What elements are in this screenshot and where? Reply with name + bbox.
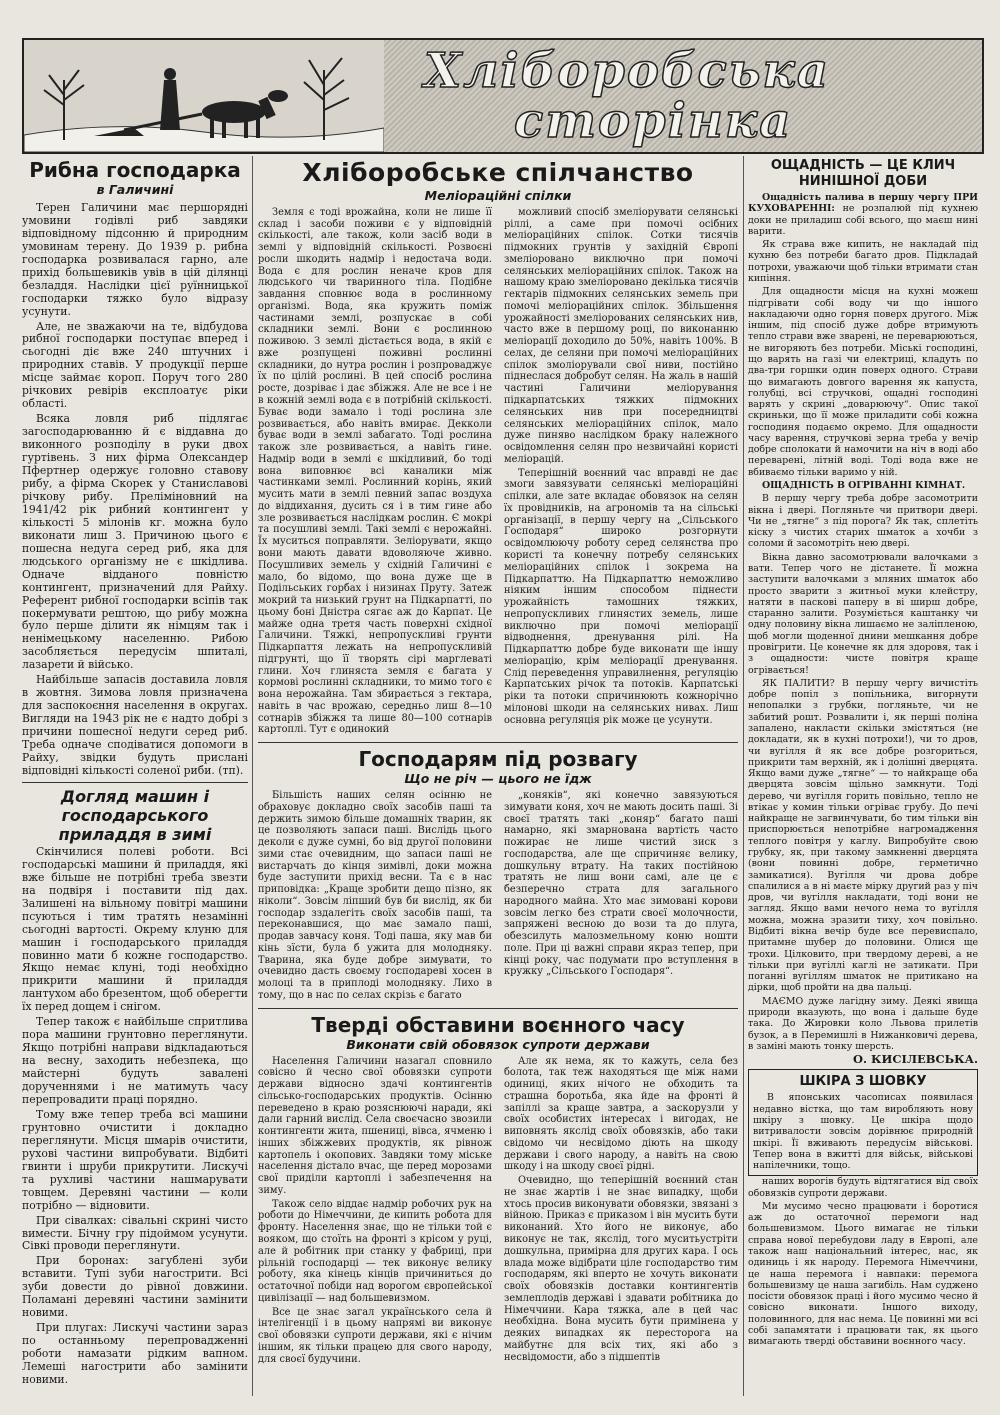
plowman-illustration — [24, 40, 384, 152]
column-divider — [252, 156, 253, 1396]
article-paragraph: Терен Галичини має першорядні умовини годівлі риб завдяки відповідному підсонню й природним умовинам терену. До 1939 р. рибна господарка розвивалася гарно, але прихід большевиків увів в цій ділянці безладдя. Наслідки цієї руїнницької господарки тяжко було відразу усунути. — [22, 200, 248, 318]
article-paragraph: Очевидно, що теперішній воєнний стан не знає жартів і не знає випадку, щоби хтось просив виконувати обовязки, звязані з війною. Приказ є приказом і він мусить бути виконаний. Хто його не виконує, або виконує не так, якслід, того муситьустріти дошкульна, примірна для других кара. І ось влада може відібрати ціле господарство тим господарям, які вперто не хочуть виконати своїх обовязків доставки контингентів землеплодів державі і здавати робітника до Німеччини. Кара тяжка, але в цей час необхідна. Вона мусить бути примінена у деяких випадках як перестоpoга на майбутнє для всіх тих, які або з несвідомости, або з підшептів — [504, 1175, 738, 1363]
article-paragraph: Всяка ловля риб підлягає загосподарюванню й є віддавна до виконного розподілу в руки двох гуртівень. З них фірма Олександер Пфертнер одержує головно ставову рибу, а фірма Скорек у Станиславові річкову рибу. Преліміновний на 1941/42 рік рибний контингент у кількості 5 мілонів кг. можна було виконати лиш 3. Причиною цього є пошесна недуга серед риб, яка для людського організму не є шкідлива. Одначе відданого повністю контингент, призначений для Райху. Референт рибної господарки всіпів так покермувати рештою, що рибу можна було перше ділити як німцям так і ненімецькому населенню. Рибою засобляється передусім шпиталі, лазарети й військо. — [22, 412, 248, 672]
article-paragraph: Найбільше запасів доставила ловля в жовтня. Зимова ловля призначена для заспокоєння населення в округах. Вигляди на 1943 рік не є надто добрі з причини пошесної недуги серед риб. Треба одначе сподіватися допомоги в Райху, звідки будуть прислані відповідні кількості соленої риби. (тп). — [22, 673, 248, 777]
silk-article-title: ШКІРА З ШОВКУ — [799, 1074, 927, 1090]
author-signature: О. КИСІЛЕВСЬКА. — [852, 1052, 978, 1067]
article-paragraph: Вікна давно засомотрювали валочками з вати. Тепер чого не дістанете. Її можна заступити валочками з мляних шматок або просто зварити з житньої муки клейстру, натяти в паскові паперу в ві ширш добре, старанно залити. Розуміється каштанку чи одну половину вікна лишаємо не заліпленою, щоб могли щоденної днини мешкання добре провігрити. Це конечне як для здоровя, так і з ощадности: чисте повітря краще огрівається! — [748, 551, 978, 676]
hosts-article-body — [258, 790, 738, 1004]
heating-heading: ОЩАДНІСТЬ В ОГРІВАННІ КІМНАТ. — [762, 480, 966, 492]
article-paragraph: Теперішній воєнний час вправді не дає змоги завязувати селянські меліораційні спілки, але затe вкладає обовязок на селян їх провідників, на агрономів та на сільські організації, в першу чергу на „Сільського Господаря“ широко розгорнути освідомлюючу роботу серед селянства про користі та конечну потребу селянських меліораційних спілок і зокрема на Підкарпаттю. На Підкарпаттю неможливо ніяким іншим способом піднести урожайність тамошних тяжких, непропускливих глинястих земель, лише виключно при помочі меліорації відводнення, дренування рілі. На Підкарпаттю добре буде виконати ще іншу меліорацію, крім меліорації дренування. Слід переведення управилнення, регуляцію Карпатських річок та потоків. Карпатські ріки та потоки спричинюють кожнорічно мілонові шкоди на селянських нивах. Лиш оснoвна регуляція рік може це усунути. — [504, 467, 738, 726]
coop-article-subtitle: Меліораційні спілки — [424, 188, 572, 203]
hosts-article-title: Господарям під розвагу — [358, 747, 638, 772]
article-paragraph: „коняків“, які конечно завязуються зимувати коня, хоч не мають досить паші. Зі своєї тратять такі „коняр“ багато паші намарно, які змарнована вартість часто пожирає не лише чистий зиск з господарства, але ще спричиняє велику, дошкульну втрату. На таких постійною тратять не лиш вони самі, але це є безперечно страта для загального народного майна. Хто має зимовані корови зовсім легко без страти своєї молочности, запряжені весною до вози та до плуга, обезсилуть малозмельному коню ношти поле. При ці важні справи якраз тепер, при кінці року, час подумати про вступлення в кружку „Сільського Господаря“. — [504, 789, 738, 978]
article-paragraph: Також село віддає надмір робочих рук на роботи до Німеччини, де кипить робота для фронту. Населення знає, що не тільки той є вояком, що стоїть на фронті з крісом у руці, але й робітник при станку у фабриці, при рільній господарці — тек виконує велику роботу, яка кінець кінців причиниться до остаточної побіди над ворогом європейської цивілізації — над большевизмом. — [258, 1198, 492, 1304]
article-paragraph: При плугах: Лискучі частини зараз по останньому перепровадженні роботи намазати рідким вапном. Лемеші нагострити або замінити новими. — [22, 1321, 248, 1387]
article-paragraph: наших ворогів будуть відтягатися від своїх обовязків супроти держави. — [748, 1176, 978, 1199]
article-paragraph: В першу чергу треба добре засомотрити вікна і двері. Погляньте чи притвори двері. Чи не „тягне“ з під порога? Як так, сплетіть кіску з чистих старих шматок а хочби з соломи й засомотріть нею двері. — [748, 493, 978, 550]
article-paragraph: Скінчилися полеві роботи. Всі господарські машини й приладдя, які вже більше не потрібні треба звезти на подвіря і поставити під дах. Залишені на вільному повітрі машини псуються і тим тратять незамінні сьогодні вартості. Окрему клуню для машин і господарського приладдя повинно мати б кожне господарство. Якщо немає клуні, тоді необхідно прикрити машини й приладдя лантухом або брезентом, щоб оберегти їх перед дощем і снігом. — [22, 844, 248, 1014]
economy-lead: Ощадність палива в першу чергу ПРИ КУХОВАРЕННІ: — [748, 192, 978, 215]
article-paragraph: Ми мусимо чесно працювати і боротися аж до остаточної перемоги над большевизмом. Цього вимагає не тільки справа нової перебудови ладу в Европі, але також наш національний інтерес, нас, як одиниць і як народу. Перемога Німеччини, це наша перемога і навпаки: перемога большевизму це наша загибіль. Нам суджено посісти обовязок праці і його мусимо чесно й совісно виконати. Іншого виходу, половинного, для нас нема. Це повинні ми всі собі запамятати і працювати так, як цього вимагають тверді обставини воєнного часу. — [748, 1200, 978, 1348]
article-paragraph: МАЄМО дуже лагідну зиму. Деякі явища природи вказують, що вона і дальше буде така. До Жировки коло Львова прилетів бузок, а в Перемишлі в Нижанковичі дерева, в заміні мають тонку шерсть. — [748, 995, 978, 1052]
war-article-subtitle: Виконати свій обовязок супроти держави — [346, 1036, 650, 1052]
article-paragraph: Земля є тоді врожайна, коли не лише її склад і засоби поживи є у відповідній скількості, але також, коли засіб води в землі у відповідній скількості. Розвоєні росли шкодить надмір і недостача води. Вода є для рослин неначе кров для людського чи тваринного тіла. Подібне завдання сповнює вода в рослинному організмі. Вода, яка кружить поміж частинами землі, розпускає в собі складники землі. Вони є рослинною поживою. З землі дістається вода, в якій є вже розпущені поживні рослинні складники, до нутра рослин і розпроваджує їх по цілій рослині. В цей спосіб рослина росте, дозріває і дає збіжжя. Але не все і не в кожній землі вода є в потрібній скількості. Буває води замало і тоді рослина зле розвивається, або навіть вмирає. Декколи буває води в землі забагато. Тоді рослина також зле розвивається, а навіть гине. Надмір води в землі є шкідливий, бо тоді вона виповнює всі каналики між частинками землі. Рослинний корінь, який мусить мати в землі певний запас воздуха до віддихання, дусить ся і в тим гине або зле розвивається наслідкам рослин. Є мокрі та посушливі землі. Такі землі є нерожайні. Їх муситься поправляти. Зеліорувати, якщо вони мають давати вдоволяюче живно. Посушливих земель у східній Галичині є мало, бо відомо, що вона дуже ще в Подільських горбах і низинах Пруту. Затеж мокрий та низький грунт на Підкарпатті, по цьому боні Дністра сягає аж до Карпат. Це майже одна третя часть поверхні східної Галичини. Тяжкі, непропускливі грунти Підкарпаття лежать на непропускливій підгрунті, що її творять сірі марглеваті глини. Хоч глиняста земля є багата у кормові рослинні складники, то мимо того є вона нерожайна. Там збирається з гектара, навіть в час врожаю, середньо лиш 8—10 сотнарів збіжжя та лише 80—100 сотнарів картоплі. Тут є одинокий — [258, 206, 492, 736]
article-paragraph: Тому вже тепер треба всі машини грунтовно очистити і докладно переглянути. Місця шмарів очистити, рухові частини випробувати. Відбиті гвинти і шруби прикрутити. Лискучі та рухливі частини нашмарувати товщем. Деревяні частини — коли потрібно — відновити. — [22, 1107, 248, 1212]
hosts-article-subtitle: Що не річ — цього не їдж — [404, 771, 592, 787]
masthead-title-line1: Хліборобська — [424, 43, 831, 99]
article-divider — [258, 1008, 738, 1009]
article-paragraph: Більшість наших селян осінню не обраховує докладно своїх засобів паші та держить зимою більше домашніх тварин, як це позволяють запаси паші. Вислідь цього деколи є дуже сумні, бо від другої половини зими стає очевидним, що запаси паші не вистарчать до кінця зимівлі, доки можна буде заступити прихід весни. Та є в нас приповідка: „Краще зробити дещо пізно, як ніколи“. Зовсім ліпший був би вислід, як би господар зздалегіть своїх засобів паші, та переконавшися, що має замало паші, продав завчасу коня. Тоді паша, яку мав би кінь зїсти, була б ужита для молодняку. Тварина, яка буде добре зимувати, то очевидно дасть своєму господареві хосен в молоці та в приплоді молодняку. Лихо в тому, що в нас по селах скрізь є багато — [258, 789, 492, 1001]
article-paragraph: Але як нема, як то кажуть, села без болота, так теж находяться ще між нами одиниці, яких нічого не обходить та страшна боротьба, яка йде на фронті й запіллі за краще завтра, а заскорузли у своїх особистих інтересах і вигодах, не виповнять якслід своїх обовязків, або таки свідомо чи несвідомо діють на шкоду держави і свого народу, а навіть на свою шкоду і на шкоду своєї рідні. — [504, 1055, 738, 1173]
fish-article-subtitle: в Галичині — [96, 182, 174, 197]
war-article-body — [258, 1056, 738, 1368]
masthead-banner — [22, 38, 984, 154]
article-paragraph: Тепер також є найбільше спритлива пора машини грунтовно переглянути. Якщо потрібні направи відкладаються на весну, заходить небезпека, що майстерні будуть завалені дорученнями і не матимуть часу перепровадити праці порядно. — [22, 1015, 248, 1106]
article-paragraph: При сівалках: сівальні скрині чисто вимести. Бічну гру підоймом усунути. Сівкі проводи переглянути. — [22, 1213, 248, 1253]
column-left — [22, 156, 248, 1389]
economy-article-title: ОЩАДНІСТЬ — ЦЕ КЛИЧ НИНІШНОЇ ДОБИ — [770, 158, 956, 189]
article-paragraph: не розпалюй під кухнею доки не приладиш собі всього, що маєш нині варити. — [748, 203, 978, 237]
column-divider — [743, 156, 744, 1396]
article-paragraph: При боронах: загублені зуби вставити. Тупі зуби нагострити. Всі зуби довести до рівної довжини. Поламані деревяні частини замінити новими. — [22, 1254, 248, 1320]
column-center — [258, 156, 738, 1367]
column-right — [748, 156, 978, 1350]
coop-article-body — [258, 207, 738, 738]
article-divider — [258, 742, 738, 743]
machines-article-title: Догляд машин і господарського приладдя в зимі — [58, 786, 212, 844]
masthead-title-line2: сторінка — [514, 93, 793, 149]
article-paragraph: Як страва вже кипить, не накладай під кухню без потреби багато дров. Підкладай потрохи, уважаючи щоб тільки втримати стан кипіння. — [748, 239, 979, 284]
article-paragraph: В японських часописах появилася недавно вістка, що там виробляють нову шкіру з шовку. Це шкіра щодо витривалости зовсім дорівнює природній шкірі. Її вживають передусім військові. Тепер вона в вжитті для військ, військові напілечники, тощо. — [753, 1092, 973, 1172]
article-paragraph: Все це знає загал українського села й інтелігенції і в цьому напрямі ви виконує свої обовязки супроти держави, які є нічим іншим, як тільки працею для свого народу, для своєї будучини. — [258, 1306, 492, 1365]
coop-article-title: Хліборобське спілчанство — [302, 158, 694, 187]
masthead-title — [404, 43, 974, 149]
article-divider — [22, 782, 248, 783]
article-paragraph: Але, не зважаючи на те, відбудова рибної господарки поступає вперед і сьогодні діє вже 240 штучних і природних ставів. У продукції перше місце займає короп. Поруч того 280 річкових ревірів експлоатує ріки області. — [22, 319, 248, 411]
article-paragraph: можливий спосіб змеліорувати селянські ріллі, а саме при помочі осібних меліораційних спілок. Сотки тисячів підмокних грунтів у західній Європі змеліоровано виключно при помочі селянських меліораційних спілок. Також на нашому краю змеліоровано декілька тисячів гектарів підмокних селянських земель при помочі меліораційних спілок. Збільшення урожайності змеліорованих селянських нив, часто вже в першому році, по виконанню меліорації доходило до 50%, навіть 100%. В селах, де селяни при помочі меліораційних спілок змоліорували свої ниви, постійно піднеслася добробут селян. На жаль в нашій частині Галичини меліорування підкарпатських тяжких підмокних селянських нив при посередництві селянських меліораційних спілок, мало дуже пиняво наслідком браку належного освідомлення селян про незвичайні користі меліорацій. — [504, 206, 738, 465]
article-paragraph: ЯК ПАЛИТИ? В першу чергу вичистіть добре попіл з попільника, вигорнути непопалки з грубки, погляньте, чи не забитий рошт. Розвалити і, як перші поліна запалено, накласти скільки змістяться (не докладати, як в кухні потрохи!), чи то дров, чи вугілля й як все добре розгориться, прикрити там верхній, як і долішні дверцята. Якщо вами дуже „тягне“ — то найкраще оба дверцята зовсім щільно замкнути. Тоді дерево, чи вугілля горить повільно, тепло не втікає у комин тільки огріває грубу. До печі найкраще не загвинчувати, бо тим тільки він приспорюється непотрібне нагромадження теплого повітря у каглу. Випробуйте свою грубку, як, при такому замкненні дверцята (вони повинні добре, герметично замикатися). Вугілля чи дрова добре спалилися а в ні маєте мірку другий раз у піч дров, чи вугілля накладати, тоді вони не загляд. Якщо вами нечого нема то вугілля можна, можна зразити тиху, хоч повільно. Відбиті вікна вечір буде все перевиспало, притамне шубер до половини. Олися ще трохи. Цілковито, при твердому дереві, а не тільки при вугіллі каглі не затикати. При поганні вугіллям шматок не притикано на дірки, щоб пройти на два пальці. — [748, 677, 978, 994]
article-paragraph: Для ощадности місця на кухні можеш підгрівати собі воду чи що іншого накладаючи одно горня поверх другого. Між іншим, під спосіб дуже добре втримують тепло страви вже зварені, не переварюються, не вигоряють без потреби. Міські господині, що варять на газі чи електриці, кладуть по два-три горшки один поверх одного. Страви що вимагають довгого варення як капуста, голубці, всі стручкові, ощадні господині варять у скрині „доварюючу“. Опис такої скриньки, що її може приладити собі кожна господиня подаємо окремо. Для ощадности часу варення, стручкові зерна треба у вечір добре сполокати й намочити на ніч в воді або переварені, літній воді. Тоді вода вже не вбиваємо тільки варимо у ній. — [748, 286, 978, 478]
silk-article-box — [748, 1069, 978, 1176]
war-article-title: Тверді обставини воєнного часу — [311, 1012, 685, 1037]
fish-article-title: Рибна господарка — [29, 158, 241, 182]
article-paragraph: Населення Галичини назагал сповнило совісно й чесно свої обовязки супроти держави відносно здачі контингентів сільсько-господарських продуктів. Осінню переведено в краю розяснюючі наради, які дали гарний вислід. Села своєчасно звозили контингенти жита, пшениці, вівса, ячменю і інших збіжжевих продуктів, як рівнож картопель і окопових. Завдяки тому міське населення дістало вчас, ще перед морозами свої приділи картоплі і забезпечення на зиму. — [258, 1055, 492, 1196]
